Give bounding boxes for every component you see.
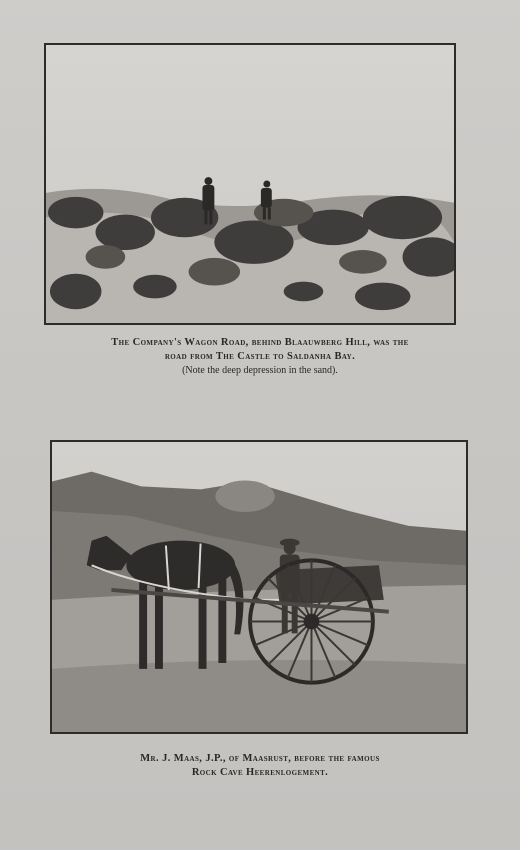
caption-line: The Company's Wagon Road, behind Blaauwberg Hill, was the <box>111 337 409 348</box>
caption-note: (Note the deep depression in the sand). <box>182 365 338 376</box>
caption-line: Mr. J. Maas, J.P., of Maasrust, before the famous <box>140 753 380 764</box>
caption-wagon-road <box>20 336 500 364</box>
caption-line: road from The Castle to Saldanha Bay. <box>164 351 356 362</box>
caption-horse-cart <box>20 752 500 780</box>
photo-wagon-road <box>44 43 456 325</box>
photo-horse-cart <box>50 440 468 734</box>
caption-line: Rock Cave Heerenlogement. <box>191 767 329 778</box>
